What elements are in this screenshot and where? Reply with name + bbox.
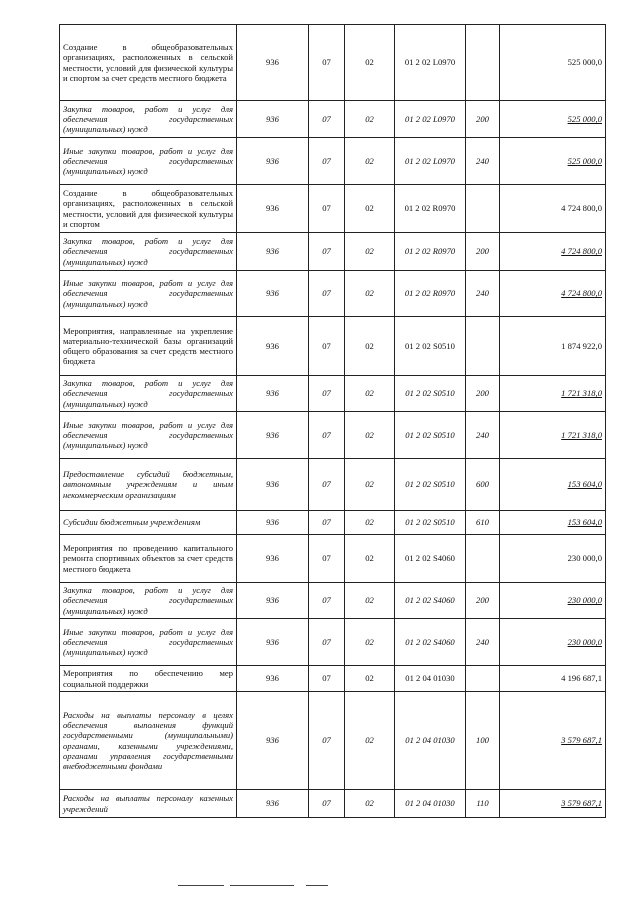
row-glava: 936 [237,583,309,619]
row-glava: 936 [237,666,309,692]
row-amount: 4 724 800,0 [500,185,606,233]
table-row [60,790,606,818]
table-row [60,535,606,583]
row-tsel: 01 2 02 L0970 [395,25,466,101]
row-amount: 525 000,0 [500,138,606,185]
row-podrazdel: 02 [345,692,395,790]
row-razdel: 07 [309,25,345,101]
row-amount: 525 000,0 [500,101,606,138]
row-amount: 230 000,0 [500,583,606,619]
row-tsel: 01 2 02 S0510 [395,511,466,535]
row-amount: 153 604,0 [500,511,606,535]
row-podrazdel: 02 [345,666,395,692]
row-razdel: 07 [309,619,345,666]
table-row [60,25,606,101]
row-name: Создание в общеобразовательных организациях, расположенных в сельской местности, условий для физической культуры и спортом [60,185,237,233]
row-tsel: 01 2 04 01030 [395,692,466,790]
row-glava: 936 [237,619,309,666]
table-row [60,692,606,790]
row-glava: 936 [237,790,309,818]
row-razdel: 07 [309,692,345,790]
row-podrazdel: 02 [345,317,395,376]
row-razdel: 07 [309,459,345,511]
row-tsel: 01 2 02 S4060 [395,583,466,619]
row-podrazdel: 02 [345,790,395,818]
row-amount: 1 874 922,0 [500,317,606,376]
row-name: Иные закупки товаров, работ и услуг для обеспечения государственных (муниципальных) нужд [60,271,237,317]
row-vid: 110 [466,790,500,818]
table-row [60,376,606,412]
row-razdel: 07 [309,185,345,233]
row-podrazdel: 02 [345,185,395,233]
row-glava: 936 [237,138,309,185]
row-razdel: 07 [309,101,345,138]
row-razdel: 07 [309,666,345,692]
row-razdel: 07 [309,511,345,535]
row-vid: 200 [466,101,500,138]
row-vid [466,25,500,101]
table-row [60,459,606,511]
row-tsel: 01 2 04 01030 [395,666,466,692]
row-glava: 936 [237,317,309,376]
table-row [60,583,606,619]
row-glava: 936 [237,376,309,412]
row-amount: 230 000,0 [500,619,606,666]
row-razdel: 07 [309,790,345,818]
row-vid: 600 [466,459,500,511]
row-tsel: 01 2 02 S0510 [395,317,466,376]
row-name: Расходы на выплаты персоналу в целях обеспечения выполнения функций государственными (муниципальными) органами, казенными учреждениями, органами управления государственными внебюджетными фондами [60,692,237,790]
row-glava: 936 [237,185,309,233]
table-row [60,619,606,666]
row-podrazdel: 02 [345,511,395,535]
row-amount: 230 000,0 [500,535,606,583]
row-vid: 240 [466,619,500,666]
row-glava: 936 [237,233,309,271]
row-name: Мероприятия, направленные на укрепление материально-технической базы организаций общего образования за счет средств местного бюджета [60,317,237,376]
row-name: Расходы на выплаты персоналу казенных учреждений [60,790,237,818]
row-amount: 1 721 318,0 [500,376,606,412]
row-razdel: 07 [309,317,345,376]
row-podrazdel: 02 [345,619,395,666]
row-name: Мероприятия по обеспечению мер социальной поддержки [60,666,237,692]
row-name: Субсидии бюджетным учреждениям [60,511,237,535]
row-glava: 936 [237,459,309,511]
row-glava: 936 [237,412,309,459]
table-row [60,101,606,138]
row-razdel: 07 [309,138,345,185]
row-tsel: 01 2 02 S0510 [395,459,466,511]
row-razdel: 07 [309,412,345,459]
row-name: Иные закупки товаров, работ и услуг для обеспечения государственных (муниципальных) нужд [60,138,237,185]
row-vid: 240 [466,412,500,459]
table-row [60,271,606,317]
row-name: Предоставление субсидий бюджетным, автономным учреждениям и иным некоммерческим организациям [60,459,237,511]
row-glava: 936 [237,271,309,317]
row-tsel: 01 2 02 S0510 [395,412,466,459]
row-podrazdel: 02 [345,233,395,271]
row-amount: 3 579 687,1 [500,692,606,790]
row-tsel: 01 2 02 L0970 [395,101,466,138]
row-tsel: 01 2 02 R0970 [395,271,466,317]
row-vid: 240 [466,138,500,185]
row-glava: 936 [237,511,309,535]
row-podrazdel: 02 [345,271,395,317]
table-row [60,317,606,376]
row-vid: 200 [466,583,500,619]
row-razdel: 07 [309,583,345,619]
row-razdel: 07 [309,271,345,317]
row-amount: 525 000,0 [500,25,606,101]
row-podrazdel: 02 [345,25,395,101]
row-glava: 936 [237,535,309,583]
row-tsel: 01 2 02 S4060 [395,535,466,583]
row-amount: 4 724 800,0 [500,233,606,271]
row-glava: 936 [237,692,309,790]
row-vid: 610 [466,511,500,535]
row-name: Иные закупки товаров, работ и услуг для обеспечения государственных (муниципальных) нужд [60,619,237,666]
row-name: Закупка товаров, работ и услуг для обеспечения государственных (муниципальных) нужд [60,376,237,412]
row-name: Закупка товаров, работ и услуг для обеспечения государственных (муниципальных) нужд [60,101,237,138]
footer-rule [230,885,294,886]
row-name: Создание в общеобразовательных организациях, расположенных в сельской местности, условий для физической культуры и спортом за счет средств местного бюджета [60,25,237,101]
row-amount: 4 196 687,1 [500,666,606,692]
row-amount: 3 579 687,1 [500,790,606,818]
row-amount: 1 721 318,0 [500,412,606,459]
row-vid [466,666,500,692]
row-tsel: 01 2 02 S4060 [395,619,466,666]
row-glava: 936 [237,25,309,101]
row-name: Закупка товаров, работ и услуг для обеспечения государственных (муниципальных) нужд [60,233,237,271]
row-podrazdel: 02 [345,412,395,459]
budget-table [59,24,606,818]
row-podrazdel: 02 [345,583,395,619]
row-razdel: 07 [309,233,345,271]
row-amount: 153 604,0 [500,459,606,511]
row-podrazdel: 02 [345,376,395,412]
row-podrazdel: 02 [345,459,395,511]
row-vid [466,535,500,583]
row-amount: 4 724 800,0 [500,271,606,317]
row-vid [466,185,500,233]
row-vid [466,317,500,376]
footer-rule [306,885,328,886]
row-glava: 936 [237,101,309,138]
row-name: Иные закупки товаров, работ и услуг для обеспечения государственных (муниципальных) нужд [60,412,237,459]
row-vid: 200 [466,376,500,412]
footer-rule [178,885,224,886]
row-vid: 240 [466,271,500,317]
table-row [60,185,606,233]
row-tsel: 01 2 02 S0510 [395,376,466,412]
row-podrazdel: 02 [345,535,395,583]
table-row [60,511,606,535]
row-vid: 100 [466,692,500,790]
row-name: Закупка товаров, работ и услуг для обеспечения государственных (муниципальных) нужд [60,583,237,619]
row-tsel: 01 2 02 L0970 [395,138,466,185]
table-row [60,666,606,692]
row-tsel: 01 2 04 01030 [395,790,466,818]
table-row [60,138,606,185]
row-vid: 200 [466,233,500,271]
row-podrazdel: 02 [345,101,395,138]
row-podrazdel: 02 [345,138,395,185]
row-razdel: 07 [309,535,345,583]
table-row [60,233,606,271]
table-row [60,412,606,459]
row-tsel: 01 2 02 R0970 [395,233,466,271]
row-razdel: 07 [309,376,345,412]
row-tsel: 01 2 02 R0970 [395,185,466,233]
row-name: Мероприятия по проведению капитального ремонта спортивных объектов за счет средств местного бюджета [60,535,237,583]
